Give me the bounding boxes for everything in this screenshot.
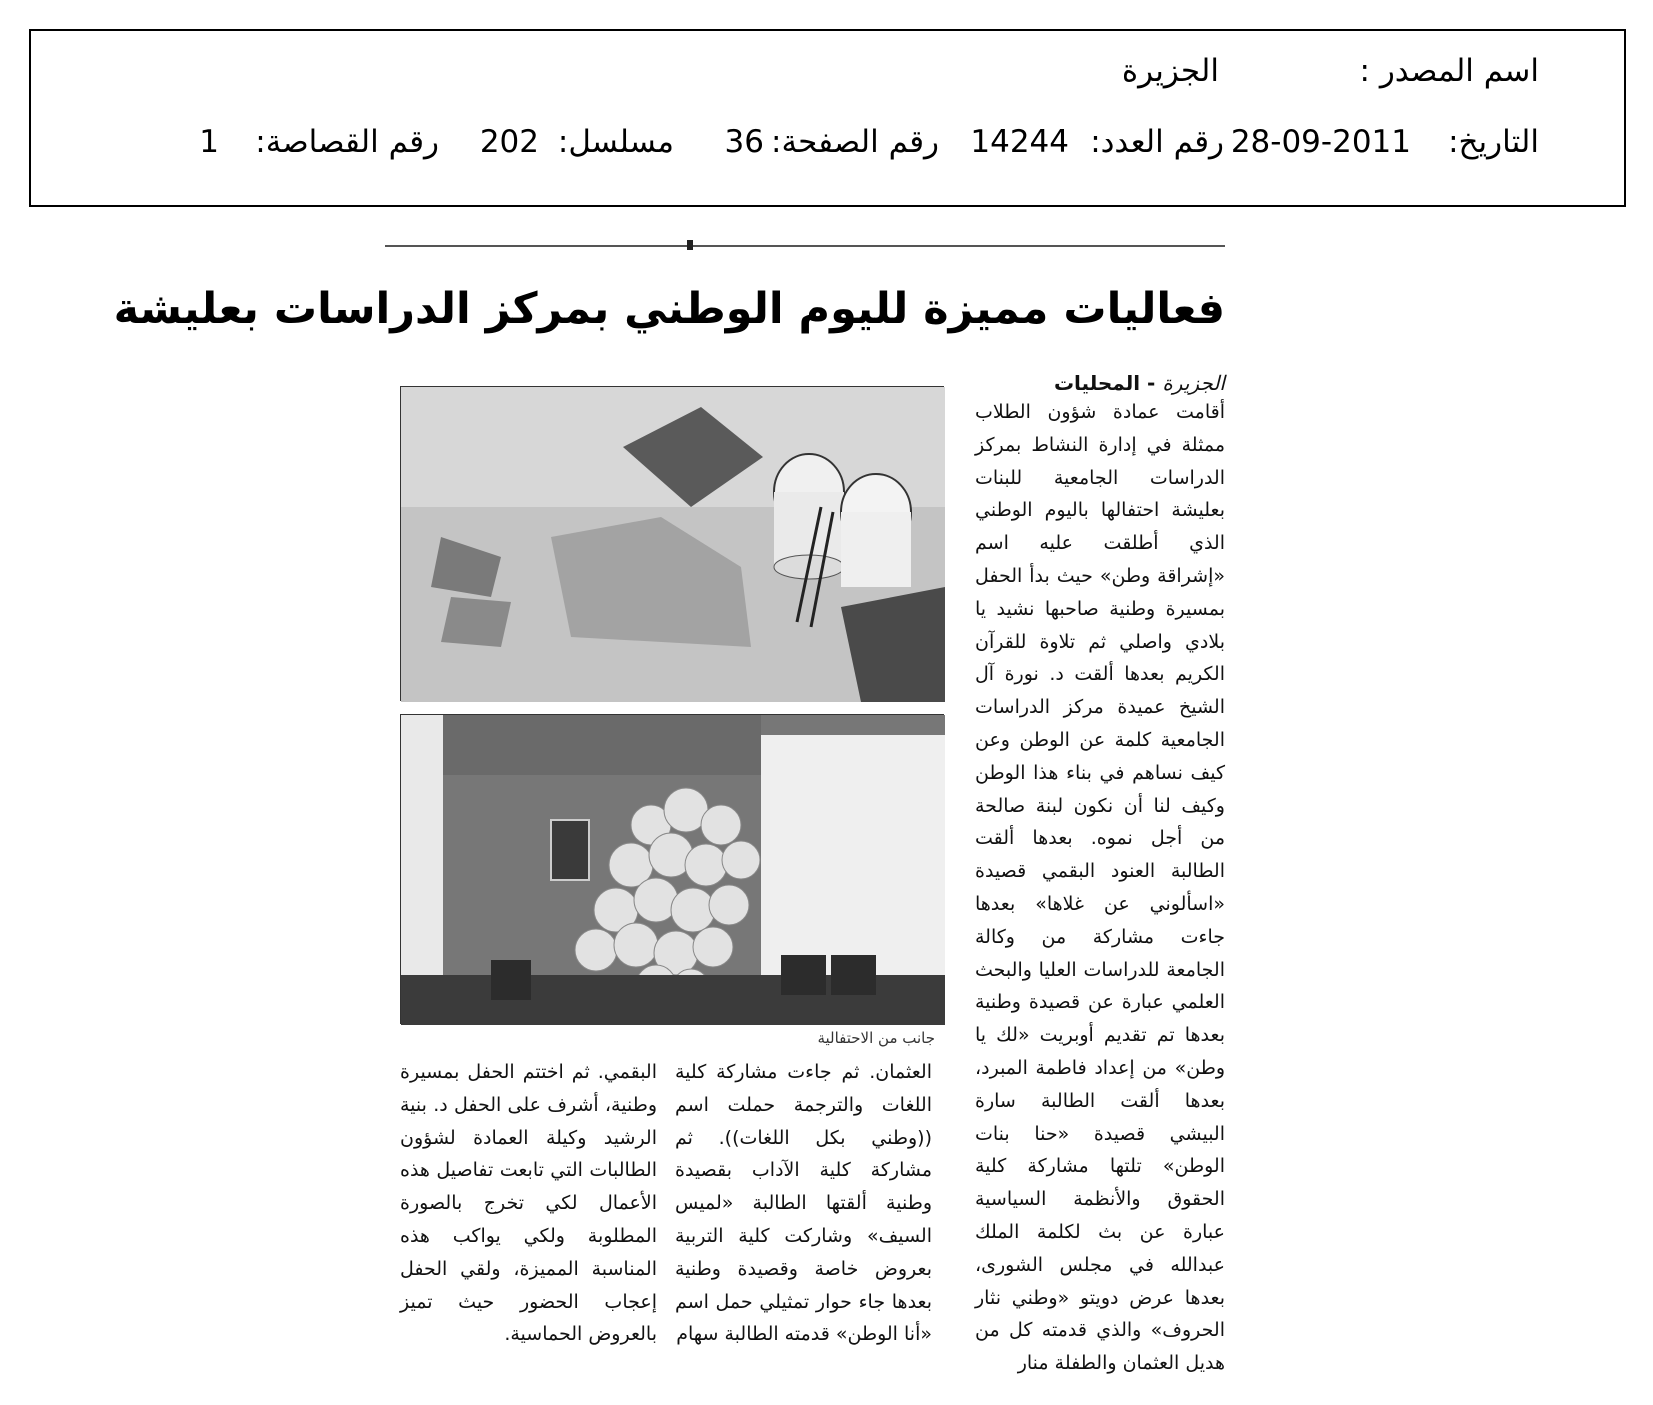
issue-value: 14244 xyxy=(970,124,1069,160)
article-column-1: أقامت عمادة شؤون الطلاب ممثلة في إدارة النشاط بمركز الدراسات الجامعية للبنات بعليشة احتفالها باليوم الوطني الذي أطلقت عليه اسم «إشراقة وطن» حيث بدأ الحفل بمسيرة وطنية صاحبها نشيد يا بلادي واصلي ثم تلاوة للقرآن الكريم بعدها ألقت د. نورة آل الشيخ عميدة مركز الدراسات الجامعية كلمة عن الوطن وعن كيف نساهم في بناء هذا الوطن وكيف لنا أن نكون لبنة صالحة من أجل نموه. بعدها ألقت الطالبة العنود البقمي قصيدة «اسألوني عن غلاها» بعدها جاءت مشاركة من وكالة الجامعة للدراسات العليا والبحث العلمي عبارة عن قصيدة وطنية بعدها تم تقديم أوبريت «لك يا وطن» من إعداد فاطمة المبرد، بعدها ألقت الطالبة سارة البيشي قصيدة «حنا بنات الوطن» تلتها مشاركة كلية الحقوق والأنظمة السياسية عبارة عن بث لكلمة الملك عبدالله في مجلس الشورى، بعدها عرض دويتو «وطني نثار الحروف» والذي قدمته كل من هديل العثمان والطفلة منار xyxy=(975,401,1225,1375)
top-rule xyxy=(385,245,1225,247)
clipping-header xyxy=(29,29,1626,207)
date-label: التاريخ: xyxy=(1448,124,1539,160)
newspaper-clipping xyxy=(113,228,1275,1400)
photo-gifts-illustration xyxy=(401,387,945,702)
clip-value: 1 xyxy=(199,124,219,160)
byline-desk: - المحليات xyxy=(1053,371,1163,395)
serial-value: 202 xyxy=(479,124,539,160)
byline-source: الجزيرة xyxy=(1162,371,1225,395)
page-value: 36 xyxy=(724,124,764,160)
article-headline: فعاليات مميزة لليوم الوطني بمركز الدراسات بعليشة xyxy=(113,284,1225,334)
article-byline xyxy=(955,373,1225,393)
photo-hall-illustration xyxy=(401,715,945,1025)
photo-caption: جانب من الاحتفالية xyxy=(817,1029,935,1047)
source-label: اسم المصدر : xyxy=(1359,53,1539,89)
serial-label: مسلسل: xyxy=(557,124,674,160)
issue-label: رقم العدد: xyxy=(1090,124,1224,160)
page-label: رقم الصفحة: xyxy=(771,124,939,160)
photo-hall xyxy=(400,714,944,1024)
photo-gifts xyxy=(400,386,944,701)
source-value: الجزيرة xyxy=(1121,53,1219,89)
article-column-2: العثمان. ثم جاءت مشاركة كلية اللغات والترجمة حملت اسم ((وطني بكل اللغات)). ثم مشاركة كلية الآداب بقصيدة وطنية ألقتها الطالبة «لميس السيف» وشاركت كلية التربية بعروض خاصة وقصيدة وطنية بعدها جاء حوار تمثيلي حمل اسم «أنا الوطن» قدمته الطالبة سهام xyxy=(675,1061,932,1346)
date-value: 28-09-2011 xyxy=(1230,124,1411,160)
article-column-3: البقمي. ثم اختتم الحفل بمسيرة وطنية، أشرف على الحفل د. بنية الرشيد وكيلة العمادة لشؤون الطالبات التي تابعت تفاصيل هذه الأعمال لكي تخرج بالصورة المطلوبة ولكي يواكب هذه المناسبة المميزة، ولقي الحفل إعجاب الحضور حيث تميز بالعروض الحماسية. xyxy=(400,1061,657,1346)
clip-label: رقم القصاصة: xyxy=(255,124,439,160)
top-rule-marker xyxy=(687,240,693,250)
